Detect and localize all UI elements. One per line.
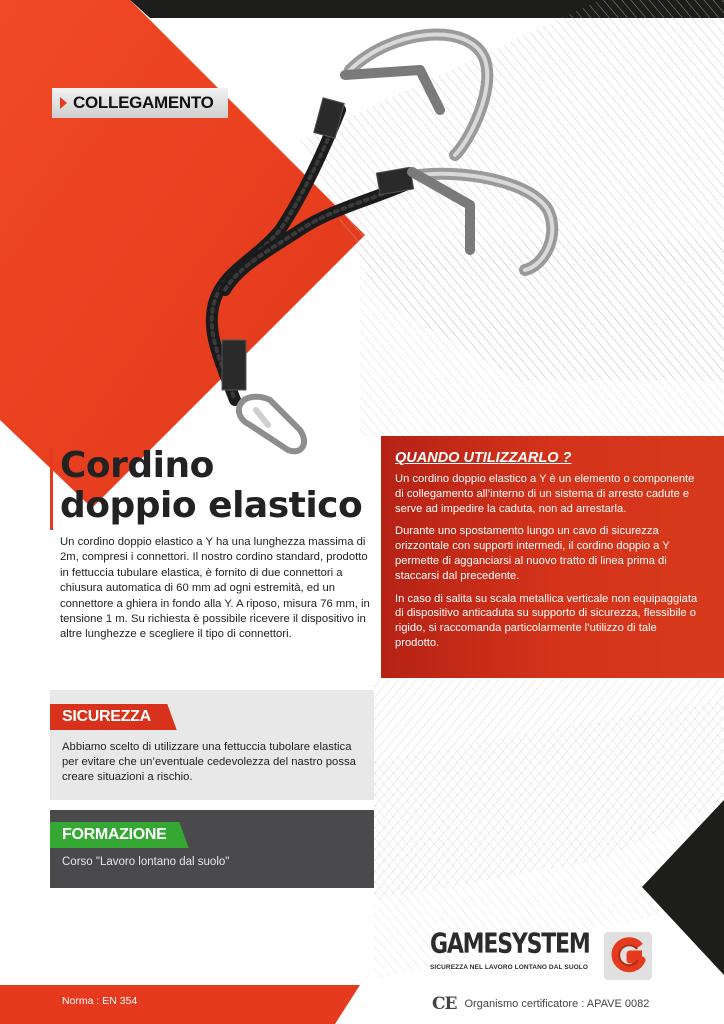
certification — [432, 994, 649, 1014]
when-to-use-paragraph: In caso di salita su scala metallica verticale non equipaggiata di dispositivo anticaduta su supporto di sicurezza, flessibile o rigido, si raccomanda particolarmente l’utilizzo di tale prodotto. — [395, 592, 698, 649]
when-to-use-paragraph: Un cordino doppio elastico a Y è un elemento o componente di collegamento all’interno di un sistema di arresto cadute e serve ad impedire la caduta, non ad arrestarla. — [395, 473, 695, 515]
when-to-use-paragraph: Durante uno spostamento lungo un cavo di sicurezza orizzontale con supporti intermedi, il cordino doppio a Y permette di agganciarsi al nuovo tratto di linea prima di staccarsi dal precedente. — [395, 525, 670, 582]
brand-tagline: SICUREZZA NEL LAVORO LONTANO DAL SUOLO — [430, 964, 588, 971]
product-title-line1: Cordino — [60, 445, 214, 486]
product-description: Un cordino doppio elastico a Y ha una lunghezza massima di 2m, compresi i connettori. Il nostro cordino standard, prodotto in fettuccia tubulare elastica, è fornito di due connettori a chiusura automatica di 60 mm ad ogni estremità, ed un connettore a ghiera in fondo alla Y. A riposo, misura 76 mm, in tensione 1 m. Su richiesta è possibile ricevere il dispositivo in altre lunghezze e scegliere il tipo di connettori. — [60, 536, 370, 641]
when-to-use-box — [381, 436, 724, 678]
product-title-line2: doppio elastico — [60, 485, 363, 526]
safety-box — [50, 690, 374, 800]
triangle-arrow-icon — [60, 97, 67, 109]
brand-block — [430, 928, 610, 971]
hatch-mid — [360, 240, 724, 436]
training-box — [50, 810, 374, 888]
training-label: FORMAZIONE — [50, 822, 178, 848]
ce-mark-icon: CE — [432, 994, 457, 1014]
title-accent-bar — [50, 448, 53, 530]
gamesystem-logo-icon — [604, 932, 652, 980]
product-title — [60, 446, 362, 526]
section-tag-label: COLLEGAMENTO — [73, 93, 214, 112]
safety-label: SICUREZZA — [50, 704, 166, 730]
training-text: Corso "Lavoro lontano dal suolo" — [62, 856, 230, 868]
norm-label: Norma : EN 354 — [62, 995, 138, 1007]
brand-name: GAMESYSTEM — [430, 928, 590, 960]
section-tag — [52, 88, 228, 118]
safety-text: Abbiamo scelto di utilizzare una fettuccia tubolare elastica per evitare che un’eventuale cedevolezza del nastro possa creare situazioni a rischio. — [62, 741, 356, 783]
when-to-use-title: QUANDO UTILIZZARLO ? — [395, 450, 572, 466]
certifier-text: Organismo certificatore : APAVE 0082 — [464, 998, 650, 1010]
